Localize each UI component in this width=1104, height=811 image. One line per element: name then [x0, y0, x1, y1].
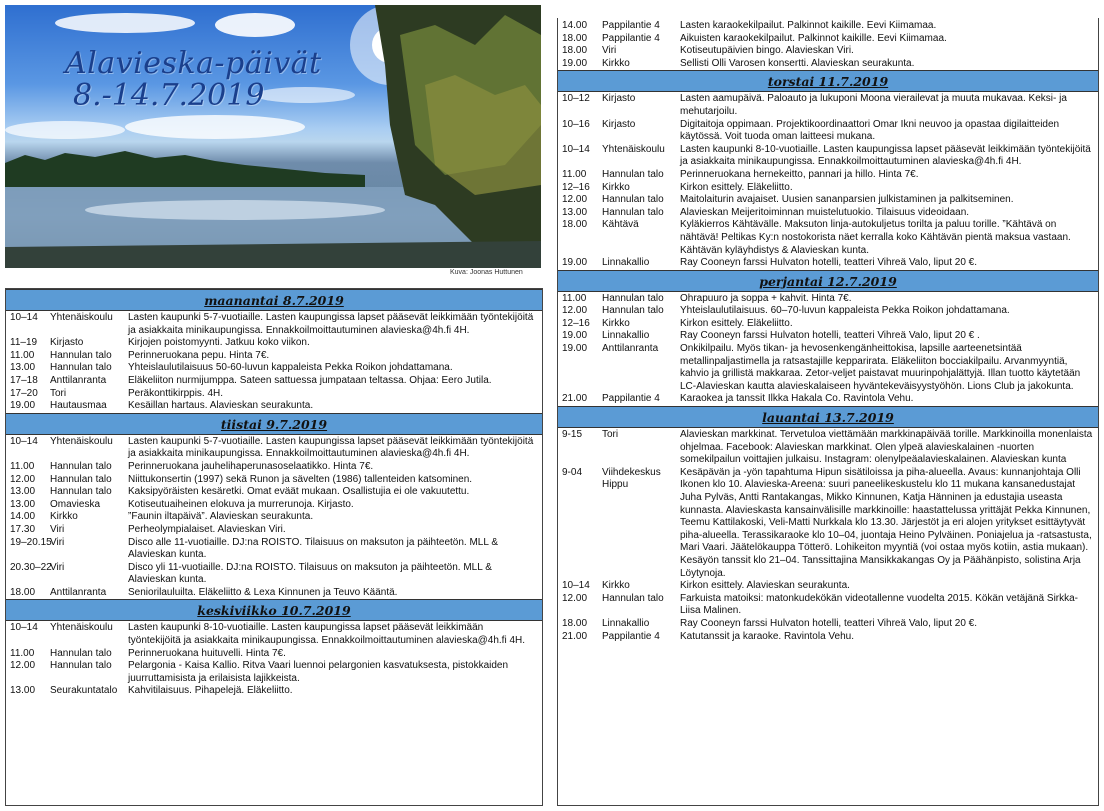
event-row	[6, 400, 542, 413]
event-row	[558, 207, 1098, 220]
event-row	[6, 562, 542, 587]
event-time: 13.00	[10, 498, 36, 510]
day-events	[558, 428, 1098, 643]
event-description: Onkikilpailu. Myös tikan- ja hevosenkengänheittokisa, lapsille aarteenetsintää metallinpaljastimella ja ratsastajille kepparirata. Eläkeliiton bocciakilpailu. Arvanmyyntiä, kahvio ja grillistä makkaraa. Zetor-veljet paistavat muurinpohjalättyjä. Illan tuotto käytetään LC-Alavieskan kautta alavieskalaiseen hyväntekeväisyystyöhön. Lions Club ja jakokunta.	[680, 343, 1081, 392]
event-row	[6, 537, 542, 562]
event-time: 12.00	[10, 660, 36, 672]
event-description: Kyläkierros Kähtävälle. Maksuton linja-autokuljetus torilta ja paluu torille. ”Kähtävä on nähtävä! Peltikas Ky:n nostokorista näet kerralla koko Kähtävän pientä maksua vastaan. Kähtävän kyläyhdistys & Alavieskan kunta.	[680, 219, 1071, 256]
event-row	[558, 330, 1098, 343]
event-description: Alavieskan Meijeritoiminnan muistelutuokio. Tilaisuus videoidaan.	[680, 206, 970, 218]
event-row	[6, 350, 542, 363]
event-row	[558, 593, 1098, 618]
event-time: 21.00	[562, 393, 588, 405]
event-place: Kähtävä	[602, 219, 639, 231]
event-time: 19–20.15	[10, 536, 52, 548]
event-place: Hannulan talo	[50, 460, 112, 472]
event-row	[6, 388, 542, 401]
event-description: Ray Cooneyn farssi Hulvaton hotelli, teatteri Vihreä Valo, liput 20 €.	[680, 617, 978, 629]
schedule-right-column	[557, 18, 1099, 806]
event-time: 10–14	[562, 580, 590, 592]
event-place: Hannulan talo	[602, 168, 664, 180]
event-row	[6, 474, 542, 487]
event-place: Viri	[50, 523, 65, 535]
schedule-left-column	[5, 288, 543, 806]
event-place: Hannulan talo	[602, 592, 664, 604]
event-description: Lasten karaokekilpailut. Palkinnot kaikille. Eevi Kiimamaa.	[680, 20, 937, 31]
event-row	[558, 182, 1098, 195]
event-place: Linnakallio	[602, 257, 650, 269]
event-time: 18.00	[562, 32, 588, 44]
event-time: 10–14	[562, 143, 590, 155]
event-place: Kirkko	[602, 181, 630, 193]
event-place: Anttilanranta	[50, 374, 107, 386]
event-description: Peräkonttikirppis. 4H.	[128, 387, 224, 399]
event-row	[6, 524, 542, 537]
event-time: 11.00	[10, 647, 35, 659]
event-row	[558, 618, 1098, 631]
event-row	[6, 486, 542, 499]
event-time: 18.00	[562, 219, 588, 231]
event-place: Pappilantie 4	[602, 32, 660, 44]
event-description: Sellisti Olli Varosen konsertti. Alavieskan seurakunta.	[680, 57, 915, 69]
event-row	[6, 312, 542, 337]
event-place: Yhtenäiskoulu	[602, 143, 665, 155]
event-time: 21.00	[562, 630, 588, 642]
event-description: Lasten aamupäivä. Paloauto ja lukuponi Moona vierailevat ja muuta mukavaa. Keksi- ja mehutarjoilu.	[680, 93, 1067, 117]
event-place: Hannulan talo	[50, 349, 112, 361]
event-row	[558, 257, 1098, 270]
event-description: Karaokea ja tanssit Ilkka Hakala Co. Ravintola Vehu.	[680, 393, 914, 405]
event-description: Ray Cooneyn farssi Hulvaton hotelli, teatteri Vihreä Valo, liput 20 € .	[680, 330, 980, 342]
event-description: Alavieskan markkinat. Tervetuloa viettämään markkinapäivää torille. Markkinoilla monenlaista ohjelmaa. Facebook: Alavieskan markkinat. Olen ylpeä alavieskalainen -nuorten somekilpailun voittajien julkaisu. Instagram: olenylpeäalavieskalainen. Alavieskan kunta	[680, 429, 1093, 466]
event-time: 13.00	[10, 362, 36, 374]
day-events	[6, 435, 542, 600]
event-row	[6, 685, 542, 698]
event-time: 12.00	[562, 194, 588, 206]
event-row	[558, 318, 1098, 331]
event-place: Kirjasto	[50, 337, 84, 349]
event-description: Perinneruokana jauhelihaperunasoselaatikko. Hinta 7€.	[128, 460, 374, 472]
event-time: 18.00	[562, 617, 588, 629]
event-row	[558, 20, 1098, 33]
event-time: 9-04	[562, 466, 583, 478]
event-row	[6, 436, 542, 461]
event-place: Hautausmaa	[50, 400, 107, 412]
event-place: Yhtenäiskoulu	[50, 435, 113, 447]
event-description: Kahvitilaisuus. Pihapelejä. Eläkeliitto.	[128, 685, 293, 697]
day-events	[558, 292, 1098, 406]
event-row	[6, 648, 542, 661]
event-place: Hannulan talo	[50, 486, 112, 498]
day-header: tiistai 9.7.2019	[6, 413, 542, 435]
event-time: 10–14	[10, 312, 38, 323]
event-place: Tori	[602, 429, 619, 441]
event-time: 18.00	[10, 586, 36, 598]
event-row	[558, 580, 1098, 593]
continued-events	[558, 18, 1098, 70]
event-place: Viri	[50, 536, 65, 548]
event-row	[6, 622, 542, 647]
event-description: Disco alle 11-vuotiaille. DJ:na ROISTO. Tilaisuus on maksuton ja päihteetön. MLL & Alavieskan kunta.	[128, 536, 498, 561]
event-row	[558, 169, 1098, 182]
event-place: Hannulan talo	[602, 292, 664, 304]
event-description: Kirkon esittely. Eläkeliitto.	[680, 317, 793, 329]
event-description: Kesäillan hartaus. Alavieskan seurakunta.	[128, 400, 314, 412]
event-place: Pappilantie 4	[602, 393, 660, 405]
event-row	[558, 219, 1098, 257]
event-place: Linnakallio	[602, 617, 650, 629]
event-time: 20.30–22	[10, 561, 52, 573]
event-description: Aikuisten karaokekilpailut. Palkinnot kaikille. Eevi Kiimamaa.	[680, 32, 947, 44]
event-row	[6, 511, 542, 524]
event-row	[558, 144, 1098, 169]
event-time: 17.30	[10, 523, 36, 535]
event-description: Lasten kaupunki 8-10-vuotiaille. Lasten kaupungissa lapset pääsevät leikkimään työntekijöitä ja asiakkaita minikaupungissa. Ennakkoilmoittautuminen alavieska@4h.fi 4H.	[680, 143, 1091, 168]
event-place: Tori	[50, 387, 67, 399]
day-events	[558, 92, 1098, 269]
event-place: Hannulan talo	[50, 473, 112, 485]
event-time: 13.00	[562, 206, 588, 218]
hero-photo	[5, 5, 541, 268]
event-place: Yhtenäiskoulu	[50, 622, 113, 634]
event-place: Anttilanranta	[602, 343, 659, 355]
event-description: Perinneruokana huituvelli. Hinta 7€.	[128, 647, 286, 659]
hero-dates: 8.-14.7.2019	[73, 78, 265, 113]
day-events	[6, 311, 542, 413]
day-header: lauantai 13.7.2019	[558, 406, 1098, 428]
event-description: Kotiseutupäivien bingo. Alavieskan Viri.	[680, 45, 854, 57]
event-row	[558, 93, 1098, 118]
event-row	[558, 293, 1098, 306]
day-header: torstai 11.7.2019	[558, 70, 1098, 92]
event-description: Yhteislaulutilaisuus. 60–70-luvun kappaleista Pekka Roikon johdattamana.	[680, 305, 1010, 317]
event-description: Perinneruokana pepu. Hinta 7€.	[128, 349, 270, 361]
event-description: Niittukonsertin (1997) sekä Runon ja sävelten (1986) tallenteiden katsominen.	[128, 473, 473, 485]
event-place: Hannulan talo	[602, 206, 664, 218]
event-time: 11.00	[10, 460, 35, 472]
event-row	[558, 631, 1098, 644]
event-description: Lasten kaupunki 5-7-vuotiaille. Lasten kaupungissa lapset pääsevät leikkimään työntekijöitä ja asiakkaita minikaupungissa. Ennakkoilmoittautuminen alavieska@4h.fi 4H.	[128, 312, 534, 336]
event-description: Perheolympialaiset. Alavieskan Viri.	[128, 523, 286, 535]
photo-credit: Kuva: Joonas Huttunen	[450, 269, 523, 276]
event-row	[6, 362, 542, 375]
event-time: 14.00	[10, 511, 36, 523]
event-place: Linnakallio	[602, 330, 650, 342]
event-place: Viihdekeskus Hippu	[602, 466, 661, 491]
event-time: 19.00	[562, 343, 588, 355]
event-description: Lasten kaupunki 5-7-vuotiaille. Lasten kaupungissa lapset pääsevät leikkimään työntekijöitä ja asiakkaita minikaupungissa. Ennakkoilmoittautuminen alavieska@4h.fi 4H.	[128, 435, 534, 460]
event-row	[6, 375, 542, 388]
event-row	[6, 587, 542, 600]
event-row	[558, 305, 1098, 318]
event-time: 10–14	[10, 622, 38, 634]
event-time: 17–20	[10, 387, 38, 399]
event-description: Pelargonia - Kaisa Kallio. Ritva Vaari luennoi pelargonien kasvatuksesta, pistokkaiden juurruttamisista ja erilaisista lajikkeista.	[128, 660, 509, 684]
event-time: 12.00	[10, 473, 36, 485]
event-place: Anttilanranta	[50, 586, 107, 598]
event-place: Kirkko	[50, 511, 78, 523]
event-place: Hannulan talo	[50, 660, 112, 672]
event-place: Viri	[50, 561, 65, 573]
event-description: Kotiseutuaiheinen elokuva ja murrerunoja. Kirjasto.	[128, 498, 354, 510]
event-time: 10–16	[562, 118, 590, 130]
lake-landscape-illustration	[5, 5, 541, 268]
event-time: 11–19	[10, 337, 38, 349]
event-description: Katutanssit ja karaoke. Ravintola Vehu.	[680, 630, 854, 642]
event-row	[6, 660, 542, 685]
event-time: 18.00	[562, 45, 588, 57]
event-time: 12–16	[562, 317, 590, 329]
event-row	[558, 343, 1098, 393]
event-description: Eläkeliiton nurmijumppa. Sateen sattuessa jumpataan teltassa. Ohjaa: Eero Jutila.	[128, 374, 492, 386]
event-description: Kirkon esittely. Eläkeliitto.	[680, 181, 793, 193]
event-time: 9-15	[562, 429, 583, 441]
event-description: Farkuista matoiksi: matonkudekökän videotallenne vuodelta 2015. Kökän vetäjänä Sirkka-Liisa Malinen.	[680, 592, 1079, 617]
event-description: Lasten kaupunki 8-10-vuotiaille. Lasten kaupungissa lapset pääsevät leikkimään työntekijöitä ja asiakkaita minikaupungissa. Ennakkoilmoittautuminen alavieska@4h.fi 4H.	[128, 622, 526, 647]
event-row	[558, 467, 1098, 580]
day-header: maanantai 8.7.2019	[6, 289, 542, 311]
event-description: Kaksipyöräisten kesäretki. Omat eväät mukaan. Osallistujia ei ole vakuutettu.	[128, 486, 470, 498]
event-place: Kirkko	[602, 580, 630, 592]
event-row	[558, 393, 1098, 406]
event-description: ”Faunin iltapäivä”. Alavieskan seurakunta.	[128, 511, 314, 523]
event-description: Kirkon esittely. Alavieskan seurakunta.	[680, 580, 850, 592]
event-place: Hannulan talo	[602, 194, 664, 206]
event-time: 12.00	[562, 592, 588, 604]
event-description: Perinneruokana hernekeitto, pannari ja hillo. Hinta 7€.	[680, 168, 919, 180]
event-time: 11.00	[562, 168, 587, 180]
event-place: Pappilantie 4	[602, 20, 660, 31]
event-description: Kesäpävän ja -yön tapahtuma Hipun sisätiloissa ja piha-alueella. Avaus: kunnanjohtaja Olli Ikonen klo 10. Alavieska-Areena: suuri paneelikeskustelu klo 11 mukana kansanedustajat Juha Pylväs, Antti Rantakangas, Mikko Kinnunen, Katja Hänninen ja edustajia useasta kunnasta. Alavieskasta kansainvälisille markkinoille: haastattelussa yrittäjät Pekka Kinnunen, Teemu Kattilakoski, Veli-Matti Nurkkala klo 13.30. Järjestöt ja eri alojen yritykset esittäytyvät piha-alueella. Terassikaraoke klo 10–04, juontaja Heino Pylväinen. Poniajelua ja -ratsastusta, Mari Vaari. Jäätelökauppa Tötterö. Lohikeiton myyntiä (voi ostaa myös kotiin, astia mukaan). Kesäyön tanssit klo 21–04. Tanssittajina Mansikkakangas Oy ja Päähänpisto, solistina Arja Löytynoja.	[680, 466, 1092, 579]
event-place: Omavieska	[50, 498, 101, 510]
event-place: Hannulan talo	[50, 362, 112, 374]
event-time: 13.00	[10, 685, 36, 697]
event-row	[6, 337, 542, 350]
event-time: 12.00	[562, 305, 588, 317]
event-place: Kirjasto	[602, 93, 636, 105]
event-row	[558, 119, 1098, 144]
event-time: 14.00	[562, 20, 588, 31]
event-time: 10–12	[562, 93, 590, 105]
event-place: Kirjasto	[602, 118, 636, 130]
event-place: Kirkko	[602, 57, 630, 69]
event-description: Yhteislaulutilaisuus 50-60-luvun kappaleista Pekka Roikon johdattamana.	[128, 362, 453, 374]
event-description: Digitaitoja oppimaan. Projektikoordinaattori Omar Ikni neuvoo ja opastaa digilaitteiden käytössä. Voit tuoda oman laitteesi mukana.	[680, 118, 1060, 143]
event-row	[558, 33, 1098, 46]
event-time: 19.00	[562, 257, 588, 269]
event-place: Kirkko	[602, 317, 630, 329]
event-place: Seurakuntatalo	[50, 685, 118, 697]
event-time: 10–14	[10, 435, 38, 447]
event-time: 12–16	[562, 181, 590, 193]
event-row	[558, 429, 1098, 467]
event-row	[558, 58, 1098, 71]
event-row	[558, 194, 1098, 207]
event-time: 19.00	[562, 330, 588, 342]
event-description: Seniorilauluilta. Eläkeliitto & Lexa Kinnunen ja Teuvo Kääntä.	[128, 586, 398, 598]
day-header: perjantai 12.7.2019	[558, 270, 1098, 292]
event-place: Viri	[602, 45, 617, 57]
event-time: 11.00	[10, 349, 35, 361]
event-place: Pappilantie 4	[602, 630, 660, 642]
event-place: Yhtenäiskoulu	[50, 312, 113, 323]
event-row	[558, 45, 1098, 58]
event-description: Maitolaiturin avajaiset. Uusien sananparsien julkistaminen ja palkitseminen.	[680, 194, 1014, 206]
event-description: Disco yli 11-vuotiaille. DJ:na ROISTO. Tilaisuus on maksuton ja päihteetön. MLL & Alavieskan kunta.	[128, 561, 492, 586]
event-place: Hannulan talo	[50, 647, 112, 659]
hero-title: Alavieska-päivät	[65, 46, 322, 81]
event-description: Kirjojen poistomyynti. Jatkuu koko viikon.	[128, 337, 310, 349]
day-events	[6, 621, 542, 698]
event-time: 19.00	[562, 57, 588, 69]
event-description: Ohrapuuro ja soppa + kahvit. Hinta 7€.	[680, 292, 852, 304]
event-description: Ray Cooneyn farssi Hulvaton hotelli, teatteri Vihreä Valo, liput 20 €.	[680, 257, 978, 269]
event-time: 19.00	[10, 400, 36, 412]
event-time: 17–18	[10, 374, 38, 386]
event-row	[6, 461, 542, 474]
event-time: 11.00	[562, 292, 587, 304]
event-time: 13.00	[10, 486, 36, 498]
day-header: keskiviikko 10.7.2019	[6, 599, 542, 621]
event-place: Hannulan talo	[602, 305, 664, 317]
event-row	[6, 499, 542, 512]
